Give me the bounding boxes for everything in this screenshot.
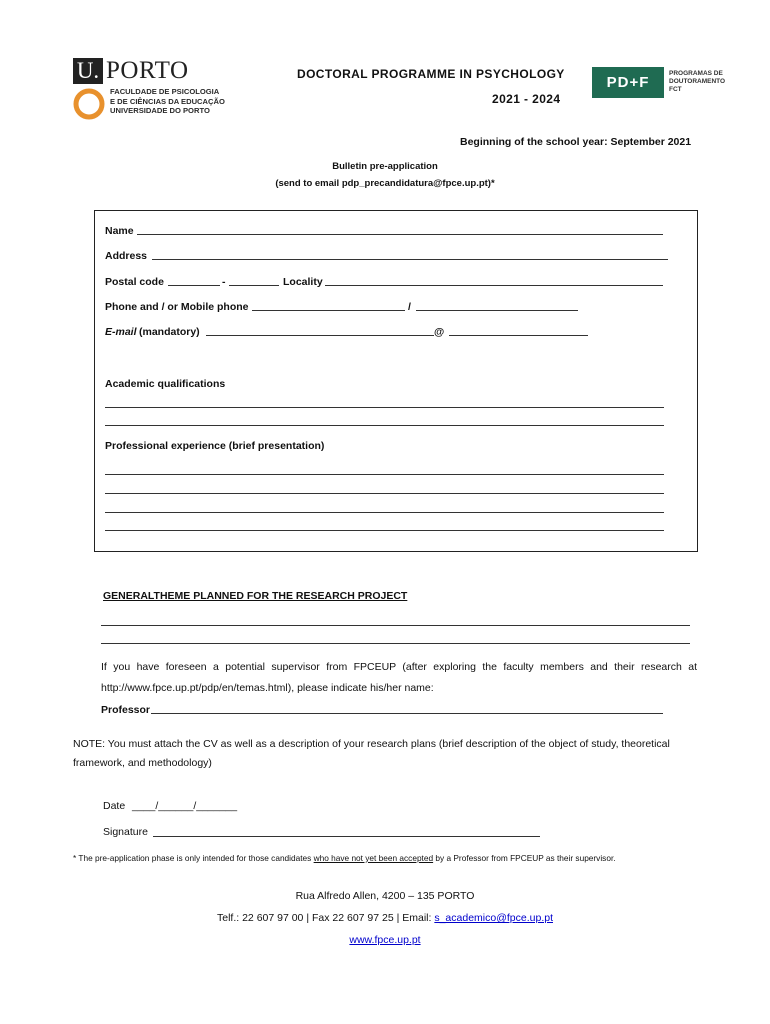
footnote (73, 853, 616, 863)
bulletin-heading (200, 158, 570, 192)
uporto-logo-word: PORTO (106, 57, 189, 84)
academic-qualifications-line-1[interactable] (105, 407, 664, 408)
address-field[interactable] (152, 259, 668, 260)
pdf-logo-line-1: PROGRAMAS DE (669, 70, 723, 77)
date-field[interactable]: ____/______/_______ (132, 800, 238, 812)
footer-address: Rua Alfredo Allen, 4200 – 135 PORTO (295, 890, 475, 902)
research-theme-line-2[interactable] (101, 643, 690, 644)
professional-experience-line-3[interactable] (105, 512, 664, 513)
email-domain-field[interactable] (449, 335, 588, 336)
bulletin-email-instruction: (send to email pdp_precandidatura@fpce.up.pt)* (275, 178, 495, 189)
faculty-line-2: E DE CIÊNCIAS DA EDUCAÇÃO (110, 96, 225, 106)
footnote-pre: * The pre-application phase is only intended for those candidates (73, 853, 314, 863)
faculty-name (110, 87, 225, 116)
footer-phone-fax: Telf.: 22 607 97 00 | Fax 22 607 97 25 | Email: (217, 912, 435, 924)
professional-experience-line-1[interactable] (105, 474, 664, 475)
name-label: Name (105, 225, 134, 237)
bulletin-title: Bulletin pre-application (332, 161, 438, 172)
uporto-logo-mark: U. (73, 58, 103, 84)
signature-field[interactable] (153, 836, 540, 837)
faculty-line-3: UNIVERSIDADE DO PORTO (110, 106, 210, 115)
professor-label: Professor (101, 704, 151, 716)
pdf-logo-line-3: FCT (669, 86, 682, 93)
address-label: Address (105, 250, 148, 262)
professional-experience-line-4[interactable] (105, 530, 664, 531)
email-at-sign: @ (434, 326, 445, 338)
postal-code-separator: - (222, 276, 226, 288)
footnote-underlined: who have not yet been accepted (313, 853, 434, 863)
school-year: Beginning of the school year: September 2021 (460, 136, 692, 148)
postal-code-label: Postal code (105, 276, 164, 288)
pdf-logo-line-2: DOUTORAMENTO (669, 78, 726, 85)
research-theme-title: GENERALTHEME PLANNED FOR THE RESEARCH PROJECT (103, 590, 408, 602)
supervisor-instructions: If you have foreseen a potential supervisor from FPCEUP (after exploring the faculty members and their research at http://www.fpce.up.pt/pdp/en/temas.html), please indicate his/her name: (101, 661, 697, 694)
footnote-post: by a Professor from FPCEUP as their supervisor. (433, 853, 616, 863)
mobile-field[interactable] (416, 310, 578, 311)
attachment-note: NOTE: You must attach the CV as well as a description of your research plans (brief description of the object of study, theoretical framework, and methodology) (73, 738, 670, 769)
professional-experience-label: Professional experience (brief presentation) (105, 440, 325, 452)
faculty-line-1: FACULDADE DE PSICOLOGIA (110, 87, 220, 96)
academic-qualifications-line-2[interactable] (105, 425, 664, 426)
phone-label: Phone and / or Mobile phone (105, 301, 249, 313)
footer-email-link[interactable]: s_academico@fpce.up.pt (434, 912, 553, 924)
name-field[interactable] (137, 234, 663, 235)
phone-separator: / (408, 301, 411, 313)
pdf-logo-text (669, 70, 725, 94)
document-title: DOCTORAL PROGRAMME IN PSYCHOLOGY (297, 67, 565, 81)
professional-experience-line-2[interactable] (105, 493, 664, 494)
postal-code-field-1[interactable] (168, 285, 220, 286)
footer-website-link[interactable]: www.fpce.up.pt (349, 934, 421, 946)
faculty-logo-icon (73, 88, 105, 120)
professor-field[interactable] (151, 713, 663, 714)
phone-field[interactable] (252, 310, 405, 311)
footer-contact (0, 912, 770, 924)
signature-label: Signature (103, 826, 148, 838)
email-mandatory-note: (mandatory) (139, 326, 200, 338)
programme-years: 2021 - 2024 (492, 92, 561, 106)
email-user-field[interactable] (206, 335, 434, 336)
research-theme-line-1[interactable] (101, 625, 690, 626)
email-label: E-mail (105, 326, 137, 338)
date-label: Date (103, 800, 126, 812)
postal-code-field-2[interactable] (229, 285, 279, 286)
academic-qualifications-label: Academic qualifications (105, 378, 226, 390)
pdf-logo-mark: PD+F (592, 67, 664, 98)
locality-label: Locality (283, 276, 323, 288)
locality-field[interactable] (325, 285, 663, 286)
footer-website (0, 934, 770, 946)
